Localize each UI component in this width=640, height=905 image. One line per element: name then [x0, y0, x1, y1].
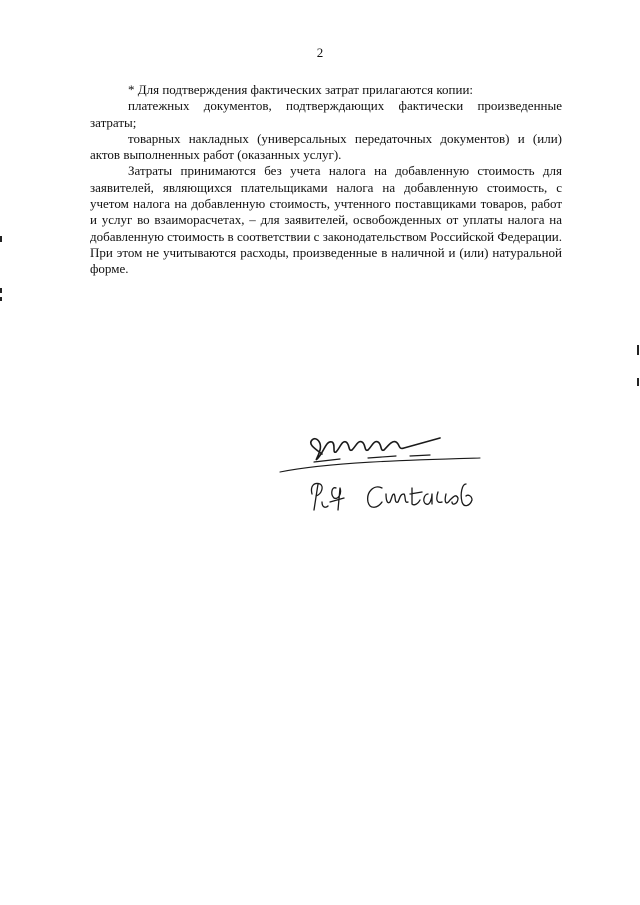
page-number: 2 [316, 45, 324, 60]
scan-edge-mark [0, 288, 2, 293]
scan-edge-mark [0, 297, 2, 301]
handwritten-initials [311, 483, 344, 510]
signature-underline [280, 458, 480, 472]
paragraph-footnote: * Для подтверждения фактических затрат прилагаются копии: [128, 82, 474, 97]
signature-dash-1 [314, 459, 340, 462]
paragraph-payment-documents: платежных документов, подтверждающих фактически произведенные затраты; [90, 98, 562, 130]
handwritten-surname [368, 484, 472, 507]
paragraph-invoices: товарных накладных (универсальных передаточных документов) и (или) актов выполненных работ (оказанных услуг). [90, 130, 562, 163]
signature-scribble [311, 438, 440, 460]
paragraph-vat-conditions: Затраты принимаются без учета налога на добавленную стоимость для заявителей, являющихся плательщиками налога на добавленную стоимость, с учетом налога на добавленную стоимость, учтенного поставщиками товаров, работ и услуг во взаиморасчетах, – для заявителей, освобожденных от уплаты налога на добавленную стоимость в соответствии с законодательством Российской Федерации. При этом не учитываются расходы, произведенные в наличной и (или) натуральной форме. [90, 163, 562, 277]
scan-edge-mark [0, 236, 2, 242]
handwritten-signature [270, 422, 490, 532]
scan-edge-mark [637, 378, 639, 386]
signature-dash-3 [410, 455, 430, 456]
document-body [90, 82, 562, 278]
scan-edge-mark [637, 345, 639, 355]
signature-dash-2 [368, 456, 396, 458]
